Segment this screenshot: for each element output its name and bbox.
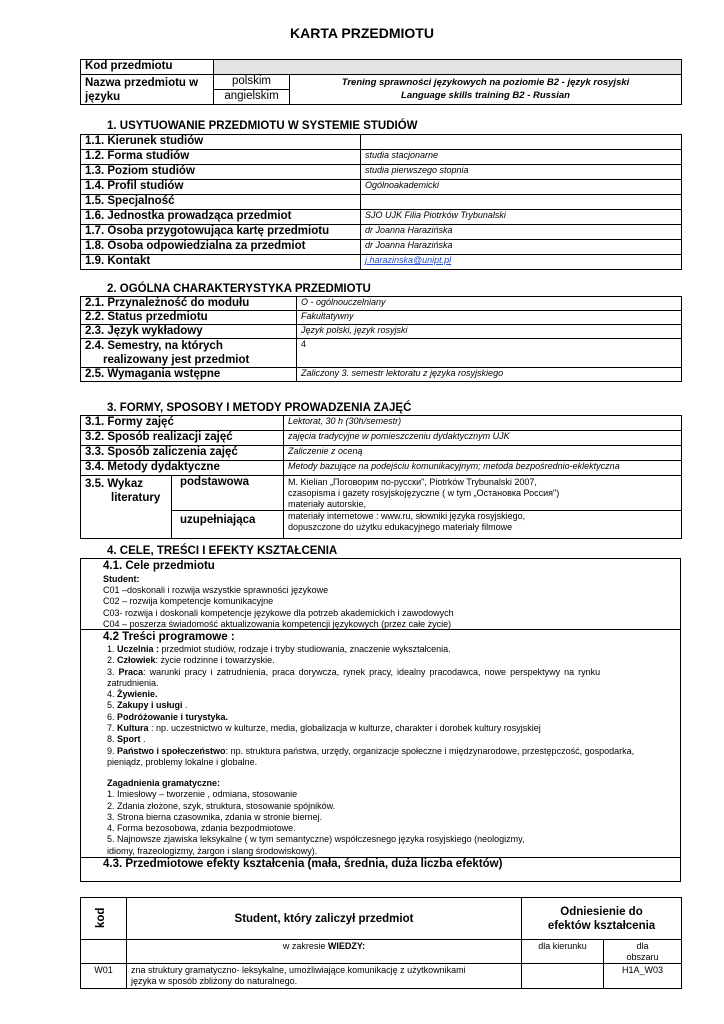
section2-heading: 2. OGÓLNA CHARAKTERYSTYKA PRZEDMIOTU [107,283,371,295]
nazwa-label: Nazwa przedmiotu w języku [81,75,214,105]
for-area-header-a: dla [636,941,649,951]
s1-value-2: studia stacjonarne [361,150,682,165]
student-label: Student: [103,574,140,584]
goal-c01: C01 –doskonali i rozwija wszystkie sprawności językowe [103,585,329,595]
grammar-heading: Zagadnienia gramatyczne: [107,778,221,788]
basic-literature-3: materiały autorskie, [288,499,367,509]
basic-literature-1: M. Kielian „Поговорим по-русски", Piotrków Trybunalski 2007, [288,477,537,487]
s1-value-7: dr Joanna Harazińska [361,225,682,240]
contact-email-link[interactable]: j.harazinska@unipt.pl [365,255,452,265]
topic-1: 1. Uczelnia : przedmiot studiów, rodzaje i tryby studiowania, znaczenie wykształcenia. [107,644,451,654]
basic-literature-label: podstawowa [172,476,284,511]
s3-value-3: Zaliczenie z oceną [284,446,682,461]
s2-value-1: O - ogólnouczelniany [297,297,682,311]
s2-label-3: 2.3. Język wykładowy [81,325,297,339]
goals-box [80,558,681,630]
effects-box [80,857,681,882]
effect-area-ref: H1A_W03 [604,964,682,989]
content-box [80,629,681,858]
effect-field-ref [522,964,604,989]
s3-value-2: zajęcia tradycyjne w pomieszczeniu dydaktycznym UJK [284,431,682,446]
s3-value-1: Lektorat, 30 h (30h/semestr) [284,416,682,431]
student-header: Student, który zaliczył przedmiot [127,898,522,940]
topic-7: 7. Kultura : np. uczestnictwo w kulturze, media, globalizacja w kulturze, charakter i dorobek kultury rosyjskiej [107,723,541,734]
scope-label: w zakresie WIEDZY: [127,940,522,964]
topic-4: 4. Żywienie. [107,689,158,700]
effect-text-1: zna struktury gramatyczno- leksykalne, umożliwiające komunikację z użytkownikami [131,965,466,975]
s1-label-7: 1.7. Osoba przygotowująca kartę przedmiotu [81,225,361,240]
s1-value-1 [361,135,682,150]
topic-3: 3. Praca: warunki pracy i zatrudnienia, praca dorywcza, rynek pracy, idealny pracodawca, nowe perspektywy na rynku [107,666,601,677]
subject-name-en: Language skills training B2 - Russian [401,90,570,101]
supp-literature-label: uzupełniająca [172,511,284,539]
topic-2: 2. Człowiek: życie rodzinne i towarzyskie. [107,655,275,666]
s2-value-3: Język polski, język rosyjski [297,325,682,339]
s2-value-4: 4 [297,339,682,368]
goal-c03: C03- rozwija i doskonali kompetencje językowe dla potrzeb akademickich i zawodowych [103,607,454,618]
s2-label-2: 2.2. Status przedmiotu [81,311,297,325]
grammar-5: 5. Najnowsze zjawiska leksykalne ( w tym semantyczne) współczesnego języka rosyjskiego (neologizmy, [107,834,525,845]
s1-label-8: 1.8. Osoba odpowiedzialna za przedmiot [81,240,361,255]
en-label: angielskim [214,90,290,105]
s1-value-3: studia pierwszego stopnia [361,165,682,180]
s3-label-4: 3.4. Metody dydaktyczne [81,461,284,476]
s3-label-3: 3.3. Sposób zaliczenia zajęć [81,446,284,461]
page-title: KARTA PRZEDMIOTU [290,25,434,41]
grammar-4: 4. Forma bezosobowa, zdania bezpodmiotowe. [107,823,296,834]
effects-table [80,897,682,989]
effect-code: W01 [81,964,127,989]
effects-heading: 4.3. Przedmiotowe efekty kształcenia (mała, średnia, duża liczba efektów) [103,858,503,870]
pl-label: polskim [214,75,290,90]
s1-value-8: dr Joanna Harazińska [361,240,682,255]
goal-c02: C02 – rozwija kompetencje komunikacyjne [103,596,274,607]
s2-label-5: 2.5. Wymagania wstępne [81,368,297,382]
s1-label-5: 1.5. Specjalność [81,195,361,210]
s3-label-5b: literatury [111,492,161,504]
topic-9-cont: pieniądz, problemy lokalne i globalne. [107,756,258,767]
section4-heading: 4. CELE, TREŚCI I EFEKTY KSZTAŁCENIA [107,545,338,557]
s3-label-5a: 3.5. Wykaz [85,478,143,490]
kod-header: kod [95,907,107,928]
for-field-header: dla kierunku [522,940,604,964]
section1-heading: 1. USYTUOWANIE PRZEDMIOTU W SYSTEMIE STUDIÓW [107,120,418,132]
s3-label-2: 3.2. Sposób realizacji zajęć [81,431,284,446]
s2-label-1: 2.1. Przynależność do modułu [81,297,297,311]
grammar-1: 1. Imiesłowy – tworzenie , odmiana, stosowanie [107,789,298,800]
s2-value-2: Fakultatywny [297,311,682,325]
content-heading: 4.2 Treści programowe : [103,631,235,643]
subject-header-table [80,59,682,105]
section3-table [80,415,682,539]
s1-label-3: 1.3. Poziom studiów [81,165,361,180]
s1-label-2: 1.2. Forma studiów [81,150,361,165]
goals-heading: 4.1. Cele przedmiotu [103,560,215,572]
grammar-6: idiomy, frazeologizmy, żargon i slang środowiskowy). [107,845,318,856]
s2-label-4a: 2.4. Semestry, na których [85,340,223,352]
s1-value-5 [361,195,682,210]
topic-5: 5. Zakupy i usługi . [107,700,188,711]
section1-table [80,134,682,270]
s2-value-5: Zaliczony 3. semestr lektoratu z języka rosyjskiego [297,368,682,382]
effect-text-2: języka w sposób zbliżony do naturalnego. [131,976,298,986]
basic-literature-2: czasopisma i gazety rosyjskojęzyczne ( w tym „Остановка Россия") [288,488,560,498]
topic-6: 6. Podróżowanie i turystyka. [107,711,229,722]
section2-table [80,296,682,382]
s3-label-1: 3.1. Formy zajęć [81,416,284,431]
kod-value [214,60,682,75]
subject-name-pl: Trening sprawności językowych na poziomie B2 - język rosyjski [341,77,630,88]
reference-header: Odniesienie do efektów kształcenia [522,898,682,940]
topic-3-cont: zatrudnienia. [107,677,159,688]
s1-value-6: SJO UJK Filia Piotrków Trybunalski [361,210,682,225]
grammar-2: 2. Zdania złożone, szyk, struktura, stosowanie spójników. [107,800,336,811]
section3-heading: 3. FORMY, SPOSOBY I METODY PROWADZENIA ZAJĘĆ [107,402,412,414]
s1-label-1: 1.1. Kierunek studiów [81,135,361,150]
s1-value-4: Ogólnoakademicki [361,180,682,195]
s2-label-4b: realizowany jest przedmiot [103,354,250,366]
s1-label-9: 1.9. Kontakt [81,255,361,270]
s1-label-4: 1.4. Profil studiów [81,180,361,195]
kod-label: Kod przedmiotu [81,60,214,75]
s3-value-4: Metody bazujące na podejściu komunikacyjnym; metoda bezpośrednio-eklektyczna [284,461,682,476]
grammar-3: 3. Strona bierna czasownika, zdania w stronie biernej. [107,811,323,822]
goal-c04: C04 – poszerza świadomość aktualizowania kompetencji językowych (przez całe życie) [103,618,452,629]
for-area-header-b: obszaru [626,952,659,962]
topic-9: 9. Państwo i społeczeństwo: np. struktura państwa, urzędy, organizacje społeczne i międzynarodowe, przestępczość, gospodarka, [107,745,635,756]
topic-8: 8. Sport . [107,734,146,745]
supp-literature-2: dopuszczone do użytku edukacyjnego materiały filmowe [288,522,513,532]
s1-label-6: 1.6. Jednostka prowadząca przedmiot [81,210,361,225]
supp-literature-1: materiały internetowe : www.ru, słowniki języka rosyjskiego, [288,511,526,521]
